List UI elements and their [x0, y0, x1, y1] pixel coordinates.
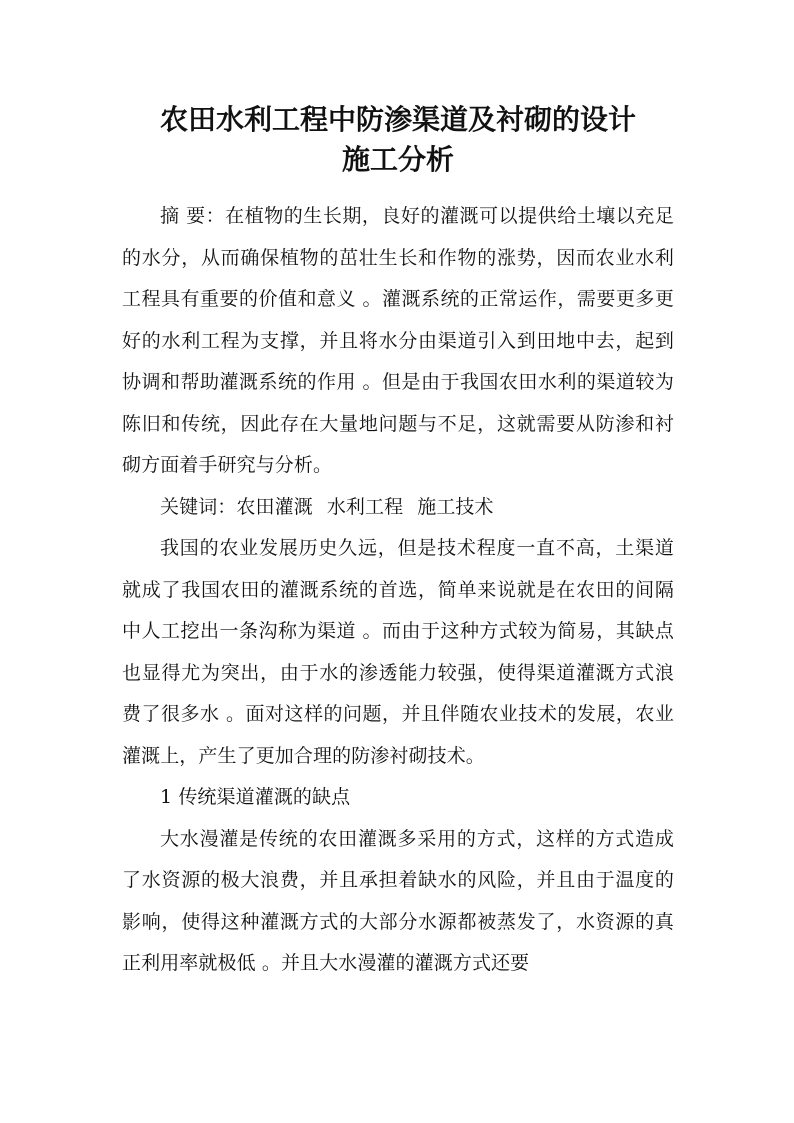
- title-line-1: 农田水利工程中防渗渠道及衬砌的设计: [159, 103, 636, 136]
- keywords-label: 关键词：: [160, 495, 237, 518]
- section-paragraph: 大水漫灌是传统的农田灌溉多采用的方式，这样的方式造成了水资源的极大浪费，并且承担着缺水的风险，并且由于温度的影响，使得这种灌溉方式的大部分水源都被蒸发了，水资源的真正利用率就极低 。并且大水漫灌的灌溉方式还要: [122, 827, 674, 974]
- section-heading: 1 传统渠道灌溉的缺点: [160, 786, 351, 808]
- abstract-paragraph: [122, 196, 674, 487]
- keyword-item: 水利工程: [326, 495, 404, 518]
- keywords-line: [122, 487, 674, 529]
- intro-paragraph: 我国的农业发展历史久远，但是技术程度一直不高，土渠道就成了我国农田的灌溉系统的首选，简单来说就是在农田的间隔中人工挖出一条沟称为渠道 。而由于这种方式较为简易，其缺点也显得尤为突出，由于水的渗透能力较强，使得渠道灌溉方式浪费了很多水 。面对这样的问题，并且伴随农业技术的发展，农业灌溉上，产生了更加合理的防渗衬砌技术。: [122, 537, 674, 767]
- title-line-2: 施工分析: [341, 143, 454, 176]
- document-title: [122, 100, 674, 180]
- abstract-text: 在植物的生长期，良好的灌溉可以提供给土壤以充足的水分，从而确保植物的茁壮生长和作物的涨势，因而农业水利工程具有重要的价值和意义 。灌溉系统的正常运作，需要更多更好的水利工程为支撑，并且将水分由渠道引入到田地中去，起到协调和帮助灌溉系统的作用 。但是由于我国农田水利的渠道较为陈旧和传统，因此存在大量地问题与不足，这就需要从防渗和衬砌方面着手研究与分析。: [122, 205, 674, 476]
- keyword-item: 农田灌溉: [236, 495, 313, 518]
- keyword-item: 施工技术: [417, 495, 494, 518]
- document-body: [122, 196, 674, 985]
- abstract-label: 摘 要：: [160, 205, 226, 227]
